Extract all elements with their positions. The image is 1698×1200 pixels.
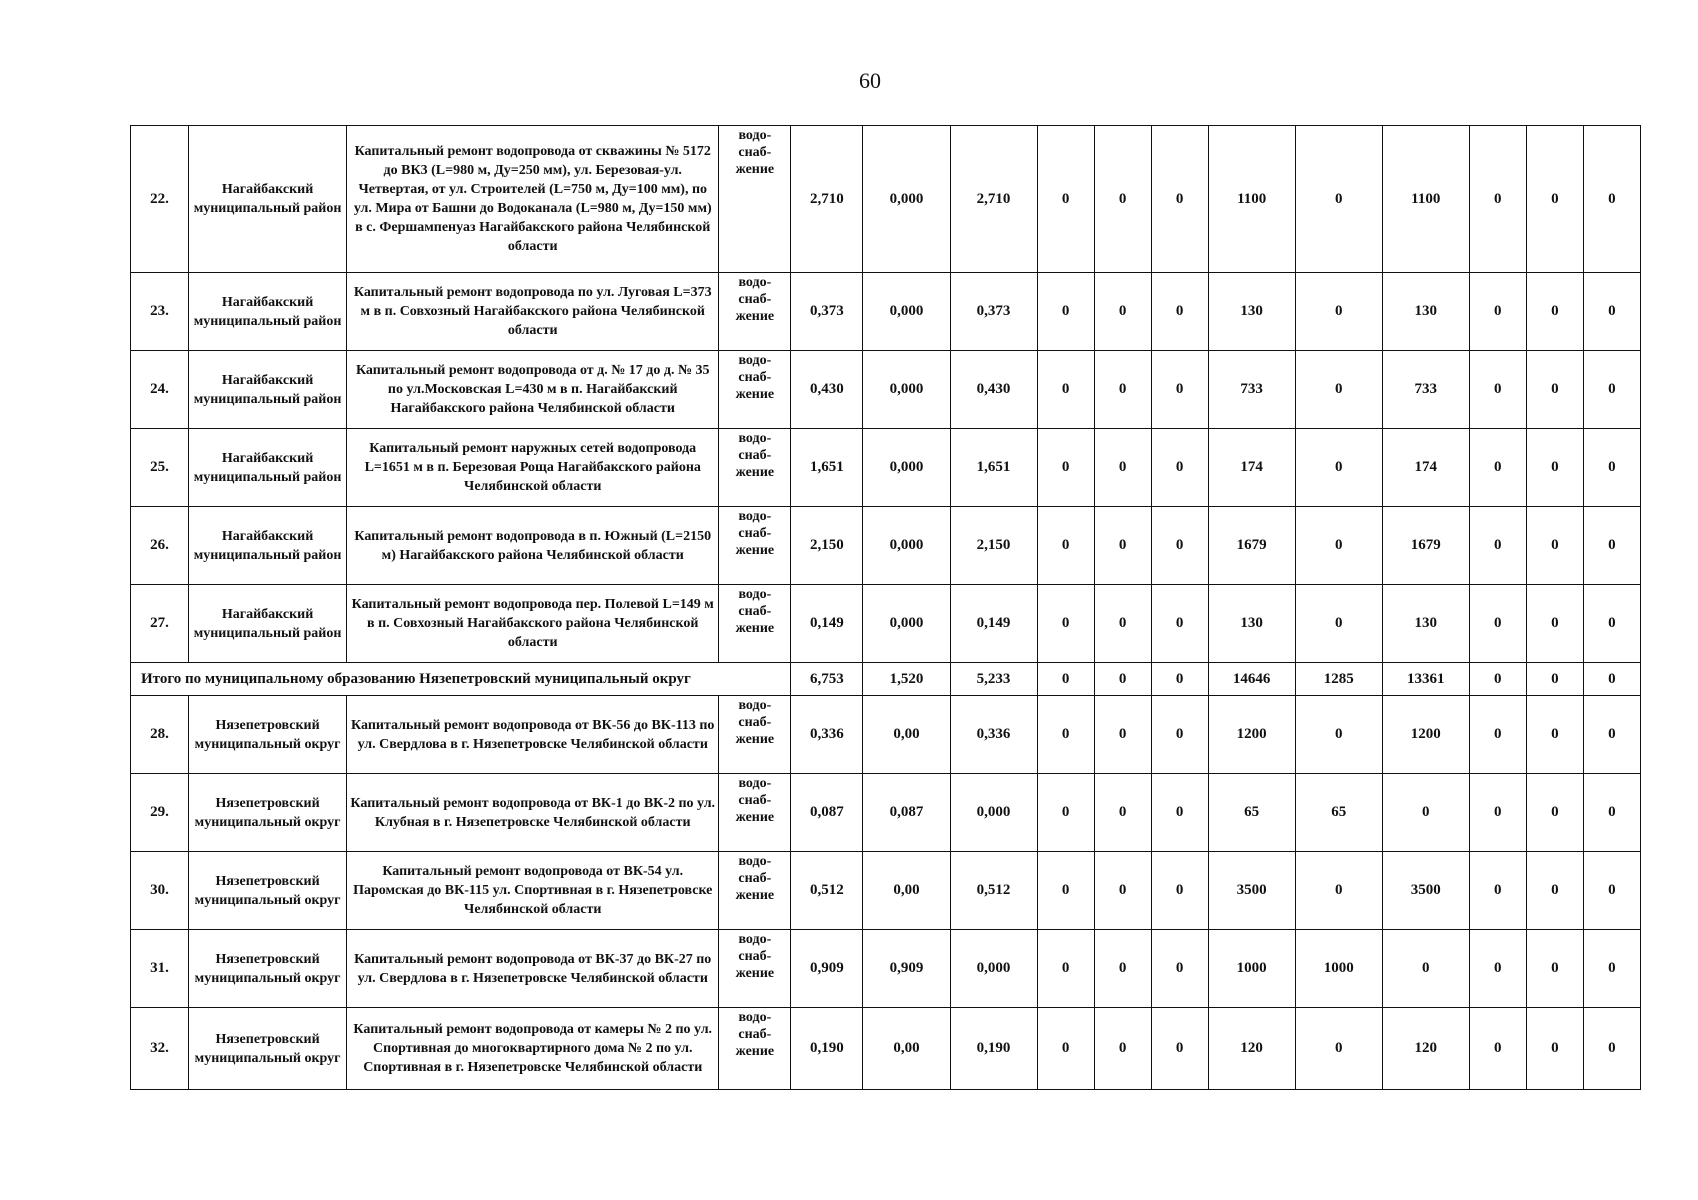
description-cell: Капитальный ремонт водопровода от д. № 17 до д. № 35 по ул.Московская L=430 м в п. Нагайбакский Нагайбакского района Челябинской области: [347, 351, 719, 429]
row-number: 25.: [131, 429, 189, 507]
district-cell: Нязепетровский муниципальный округ: [189, 930, 347, 1008]
value-cell: 0: [1469, 663, 1526, 696]
value-cell: 0: [1037, 273, 1094, 351]
value-cell: 1100: [1208, 126, 1295, 273]
value-cell: 0: [1526, 351, 1583, 429]
value-cell: 0,000: [950, 930, 1037, 1008]
table-row: [131, 696, 1641, 774]
description-cell: Капитальный ремонт водопровода от ВК-54 ул. Паромская до ВК-115 ул. Спортивная в г. Нязепетровске Челябинской области: [347, 852, 719, 930]
value-cell: 2,150: [791, 507, 863, 585]
value-cell: 0,909: [791, 930, 863, 1008]
value-cell: 130: [1208, 585, 1295, 663]
table-row: [131, 585, 1641, 663]
row-number: 30.: [131, 852, 189, 930]
row-number: 24.: [131, 351, 189, 429]
value-cell: 0,00: [863, 852, 950, 930]
value-cell: 0: [1094, 351, 1151, 429]
value-cell: 0,373: [791, 273, 863, 351]
value-cell: 0: [1094, 930, 1151, 1008]
value-cell: 0: [1151, 696, 1208, 774]
row-number: 32.: [131, 1008, 189, 1090]
value-cell: 0: [1037, 930, 1094, 1008]
value-cell: 0,336: [791, 696, 863, 774]
table-row: [131, 852, 1641, 930]
value-cell: 0: [1469, 351, 1526, 429]
table-row: [131, 273, 1641, 351]
row-number: 22.: [131, 126, 189, 273]
value-cell: 0: [1583, 507, 1640, 585]
value-cell: 1200: [1208, 696, 1295, 774]
district-cell: Нязепетровский муниципальный округ: [189, 696, 347, 774]
value-cell: 0: [1469, 585, 1526, 663]
row-number: 29.: [131, 774, 189, 852]
value-cell: 130: [1208, 273, 1295, 351]
value-cell: 0: [1037, 696, 1094, 774]
value-cell: 0: [1151, 585, 1208, 663]
row-number: 28.: [131, 696, 189, 774]
value-cell: 1000: [1295, 930, 1382, 1008]
district-cell: Нагайбакский муниципальный район: [189, 351, 347, 429]
value-cell: 0: [1295, 507, 1382, 585]
value-cell: 0: [1295, 585, 1382, 663]
value-cell: 0: [1151, 1008, 1208, 1090]
value-cell: 0,430: [950, 351, 1037, 429]
value-cell: 174: [1208, 429, 1295, 507]
total-label: Итого по муниципальному образованию Нязепетровский муниципальный округ: [131, 663, 791, 696]
value-cell: 0,00: [863, 696, 950, 774]
description-cell: Капитальный ремонт водопровода в п. Южный (L=2150 м) Нагайбакского района Челябинской области: [347, 507, 719, 585]
value-cell: 0: [1151, 126, 1208, 273]
value-cell: 0,087: [791, 774, 863, 852]
value-cell: 0: [1583, 351, 1640, 429]
type-cell: водо-снаб-жение: [719, 273, 791, 351]
value-cell: 0: [1583, 774, 1640, 852]
value-cell: 0,000: [950, 774, 1037, 852]
value-cell: 0,000: [863, 585, 950, 663]
value-cell: 0: [1526, 663, 1583, 696]
value-cell: 733: [1208, 351, 1295, 429]
district-cell: Нагайбакский муниципальный район: [189, 429, 347, 507]
value-cell: 0: [1094, 774, 1151, 852]
value-cell: 13361: [1382, 663, 1469, 696]
value-cell: 0: [1295, 1008, 1382, 1090]
value-cell: 174: [1382, 429, 1469, 507]
value-cell: 733: [1382, 351, 1469, 429]
value-cell: 0,087: [863, 774, 950, 852]
value-cell: 1,520: [863, 663, 950, 696]
value-cell: 120: [1208, 1008, 1295, 1090]
type-cell: водо-снаб-жение: [719, 585, 791, 663]
value-cell: 0: [1583, 429, 1640, 507]
value-cell: 0: [1151, 852, 1208, 930]
value-cell: 1,651: [791, 429, 863, 507]
type-cell: водо-снаб-жение: [719, 507, 791, 585]
value-cell: 0: [1094, 507, 1151, 585]
value-cell: 0: [1151, 429, 1208, 507]
table-row: [131, 507, 1641, 585]
type-cell: водо-снаб-жение: [719, 429, 791, 507]
value-cell: 0,190: [950, 1008, 1037, 1090]
value-cell: 0,149: [950, 585, 1037, 663]
value-cell: 0: [1295, 696, 1382, 774]
description-cell: Капитальный ремонт водопровода от камеры № 2 по ул. Спортивная до многоквартирного дома № 2 по ул. Спортивная в г. Нязепетровске Челябинской области: [347, 1008, 719, 1090]
value-cell: 0,373: [950, 273, 1037, 351]
value-cell: 65: [1295, 774, 1382, 852]
value-cell: 0: [1037, 429, 1094, 507]
value-cell: 0: [1526, 774, 1583, 852]
value-cell: 0: [1151, 930, 1208, 1008]
value-cell: 0,430: [791, 351, 863, 429]
value-cell: 0: [1037, 663, 1094, 696]
value-cell: 5,233: [950, 663, 1037, 696]
value-cell: 0: [1526, 507, 1583, 585]
table-row: [131, 1008, 1641, 1090]
value-cell: 0: [1151, 273, 1208, 351]
value-cell: 0: [1094, 585, 1151, 663]
value-cell: 2,710: [950, 126, 1037, 273]
value-cell: 0: [1469, 1008, 1526, 1090]
value-cell: 0: [1583, 585, 1640, 663]
district-cell: Нагайбакский муниципальный район: [189, 585, 347, 663]
value-cell: 0: [1469, 696, 1526, 774]
value-cell: 0: [1526, 126, 1583, 273]
value-cell: 0: [1094, 852, 1151, 930]
value-cell: 0: [1037, 585, 1094, 663]
value-cell: 1100: [1382, 126, 1469, 273]
value-cell: 3500: [1208, 852, 1295, 930]
value-cell: 0: [1295, 429, 1382, 507]
value-cell: 0,190: [791, 1008, 863, 1090]
value-cell: 0: [1151, 774, 1208, 852]
value-cell: 6,753: [791, 663, 863, 696]
row-number: 23.: [131, 273, 189, 351]
value-cell: 0,909: [863, 930, 950, 1008]
value-cell: 0: [1094, 126, 1151, 273]
value-cell: 0: [1526, 852, 1583, 930]
value-cell: 0: [1037, 774, 1094, 852]
value-cell: 0,000: [863, 126, 950, 273]
type-cell: водо-снаб-жение: [719, 696, 791, 774]
value-cell: 130: [1382, 585, 1469, 663]
value-cell: 0: [1037, 1008, 1094, 1090]
value-cell: 1679: [1382, 507, 1469, 585]
value-cell: 0: [1295, 126, 1382, 273]
district-cell: Нязепетровский муниципальный округ: [189, 774, 347, 852]
value-cell: 0: [1037, 852, 1094, 930]
type-cell: водо-снаб-жение: [719, 930, 791, 1008]
district-cell: Нагайбакский муниципальный район: [189, 126, 347, 273]
value-cell: 0,336: [950, 696, 1037, 774]
value-cell: 0,000: [863, 429, 950, 507]
table-body: [131, 126, 1641, 1090]
value-cell: 0: [1469, 126, 1526, 273]
table-row: [131, 429, 1641, 507]
value-cell: 0: [1037, 507, 1094, 585]
value-cell: 0: [1037, 351, 1094, 429]
value-cell: 14646: [1208, 663, 1295, 696]
description-cell: Капитальный ремонт водопровода по ул. Луговая L=373 м в п. Совхозный Нагайбакского района Челябинской области: [347, 273, 719, 351]
value-cell: 1,651: [950, 429, 1037, 507]
value-cell: 2,150: [950, 507, 1037, 585]
page-number: 60: [859, 68, 881, 93]
value-cell: 0: [1469, 273, 1526, 351]
value-cell: 0: [1469, 852, 1526, 930]
value-cell: 0: [1526, 273, 1583, 351]
value-cell: 0: [1583, 126, 1640, 273]
value-cell: 0: [1583, 1008, 1640, 1090]
value-cell: 0,512: [950, 852, 1037, 930]
type-cell: водо-снаб-жение: [719, 774, 791, 852]
value-cell: 0: [1382, 930, 1469, 1008]
table-row: [131, 351, 1641, 429]
description-cell: Капитальный ремонт наружных сетей водопровода L=1651 м в п. Березовая Роща Нагайбакского района Челябинской области: [347, 429, 719, 507]
value-cell: 0,00: [863, 1008, 950, 1090]
value-cell: 0: [1295, 351, 1382, 429]
value-cell: 0: [1037, 126, 1094, 273]
description-cell: Капитальный ремонт водопровода от ВК-37 до ВК-27 по ул. Свердлова в г. Нязепетровске Челябинской области: [347, 930, 719, 1008]
value-cell: 0: [1583, 273, 1640, 351]
value-cell: 0: [1094, 1008, 1151, 1090]
value-cell: 0: [1526, 696, 1583, 774]
value-cell: 0: [1469, 429, 1526, 507]
value-cell: 0: [1151, 351, 1208, 429]
value-cell: 130: [1382, 273, 1469, 351]
value-cell: 0: [1526, 585, 1583, 663]
value-cell: 0,149: [791, 585, 863, 663]
value-cell: 0: [1151, 507, 1208, 585]
value-cell: 0: [1469, 774, 1526, 852]
district-cell: Нагайбакский муниципальный район: [189, 507, 347, 585]
description-cell: Капитальный ремонт водопровода от ВК-56 до ВК-113 по ул. Свердлова в г. Нязепетровске Челябинской области: [347, 696, 719, 774]
total-row: [131, 663, 1641, 696]
value-cell: 1200: [1382, 696, 1469, 774]
district-cell: Нязепетровский муниципальный округ: [189, 852, 347, 930]
value-cell: 2,710: [791, 126, 863, 273]
type-cell: водо-снаб-жение: [719, 852, 791, 930]
value-cell: 0: [1094, 273, 1151, 351]
description-cell: Капитальный ремонт водопровода пер. Полевой L=149 м в п. Совхозный Нагайбакского района Челябинской области: [347, 585, 719, 663]
value-cell: 0: [1094, 663, 1151, 696]
value-cell: 0: [1526, 429, 1583, 507]
value-cell: 0: [1526, 930, 1583, 1008]
description-cell: Капитальный ремонт водопровода от ВК-1 до ВК-2 по ул. Клубная в г. Нязепетровске Челябинской области: [347, 774, 719, 852]
value-cell: 120: [1382, 1008, 1469, 1090]
value-cell: 0: [1295, 273, 1382, 351]
value-cell: 1000: [1208, 930, 1295, 1008]
type-cell: водо-снаб-жение: [719, 351, 791, 429]
value-cell: 0: [1583, 696, 1640, 774]
value-cell: 3500: [1382, 852, 1469, 930]
table-row: [131, 930, 1641, 1008]
type-cell: водо-снаб-жение: [719, 1008, 791, 1090]
district-cell: Нязепетровский муниципальный округ: [189, 1008, 347, 1090]
row-number: 27.: [131, 585, 189, 663]
value-cell: 0: [1295, 852, 1382, 930]
type-cell: водо-снаб-жение: [719, 126, 791, 273]
table-row: [131, 774, 1641, 852]
value-cell: 0,000: [863, 273, 950, 351]
description-cell: Капитальный ремонт водопровода от скважины № 5172 до ВК3 (L=980 м, Ду=250 мм), ул. Березовая-ул. Четвертая, от ул. Строителей (L=750 м, Ду=100 мм), по ул. Мира от Башни до Водоканала (L=980 м, Ду=150 мм) в с. Фершампенуаз Нагайбакского района Челябинской области: [347, 126, 719, 273]
value-cell: 0: [1094, 696, 1151, 774]
row-number: 26.: [131, 507, 189, 585]
value-cell: 0: [1151, 663, 1208, 696]
value-cell: 1679: [1208, 507, 1295, 585]
value-cell: 0: [1094, 429, 1151, 507]
row-number: 31.: [131, 930, 189, 1008]
value-cell: 0: [1382, 774, 1469, 852]
value-cell: 65: [1208, 774, 1295, 852]
value-cell: 0: [1469, 930, 1526, 1008]
value-cell: 0: [1583, 852, 1640, 930]
value-cell: 0: [1469, 507, 1526, 585]
value-cell: 0: [1526, 1008, 1583, 1090]
table-row: [131, 126, 1641, 273]
value-cell: 0,000: [863, 351, 950, 429]
value-cell: 0,000: [863, 507, 950, 585]
district-cell: Нагайбакский муниципальный район: [189, 273, 347, 351]
value-cell: 0: [1583, 930, 1640, 1008]
program-table: [130, 125, 1641, 1090]
value-cell: 0,512: [791, 852, 863, 930]
value-cell: 0: [1583, 663, 1640, 696]
value-cell: 1285: [1295, 663, 1382, 696]
